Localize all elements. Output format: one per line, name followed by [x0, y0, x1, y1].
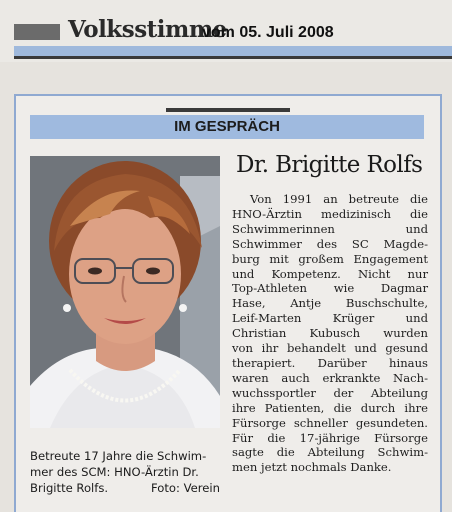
- photo-caption: [30, 448, 220, 496]
- portrait-illustration: [30, 156, 220, 428]
- masthead: Volksstimme: [68, 16, 227, 43]
- article-line: Fürsorge schneller gesundeten.: [232, 415, 428, 430]
- photo-credit: Foto: Verein: [151, 481, 220, 495]
- caption-line: mer des SCM: HNO-Ärztin Dr.: [30, 465, 199, 479]
- caption-line: [30, 480, 220, 496]
- article-line: Für die 17-jährige Fürsorge: [232, 430, 428, 445]
- article-line: von ihr behandelt und gesund: [232, 341, 428, 356]
- caption-line: Betreute 17 Jahre die Schwim-: [30, 449, 207, 463]
- article-line: burg mit großem Engagement: [232, 251, 428, 266]
- article-line: Von 1991 an betreute die: [250, 192, 428, 206]
- article-headline: Dr. Brigitte Rolfs: [236, 152, 423, 178]
- section-title: IM GESPRÄCH: [174, 118, 280, 135]
- portrait-photo: [30, 156, 220, 428]
- newspaper-header: [0, 0, 452, 62]
- issue-date: vom 05. Juli 2008: [202, 24, 334, 41]
- article-line: und Kompetenz. Nicht nur: [232, 266, 428, 281]
- article-line: Hase, Antje Buschschulte,: [232, 296, 428, 311]
- article-line: men jetzt nochmals Danke.: [232, 460, 392, 475]
- article-line: waren auch erkrankte Nach-: [232, 370, 428, 385]
- header-blue-rule: [14, 46, 452, 56]
- section-bar: [30, 115, 424, 139]
- masthead-grey-block: [14, 24, 60, 40]
- article-body: [232, 192, 428, 475]
- header-black-rule: [14, 56, 452, 59]
- article-line: Schwimmer des SC Magde-: [232, 236, 428, 251]
- article-line: Leif-Marten Krüger und: [232, 311, 428, 326]
- article-line: sagte die Abteilung Schwim-: [232, 445, 428, 460]
- article-line: Christian Kubusch wurden: [232, 326, 428, 341]
- article-line: therapiert. Darüber hinaus: [232, 355, 428, 370]
- caption-name: Brigitte Rolfs.: [30, 481, 109, 495]
- article-line: HNO-Ärztin medizinisch die: [232, 206, 428, 221]
- article-line: ihre Patienten, die durch ihre: [232, 400, 428, 415]
- article-line: Top-Athleten wie Dagmar: [232, 281, 428, 296]
- article-line: wuchssportler der Abteilung: [232, 385, 428, 400]
- section-tab: [166, 108, 290, 112]
- article-line: Schwimmerinnen und: [232, 221, 428, 236]
